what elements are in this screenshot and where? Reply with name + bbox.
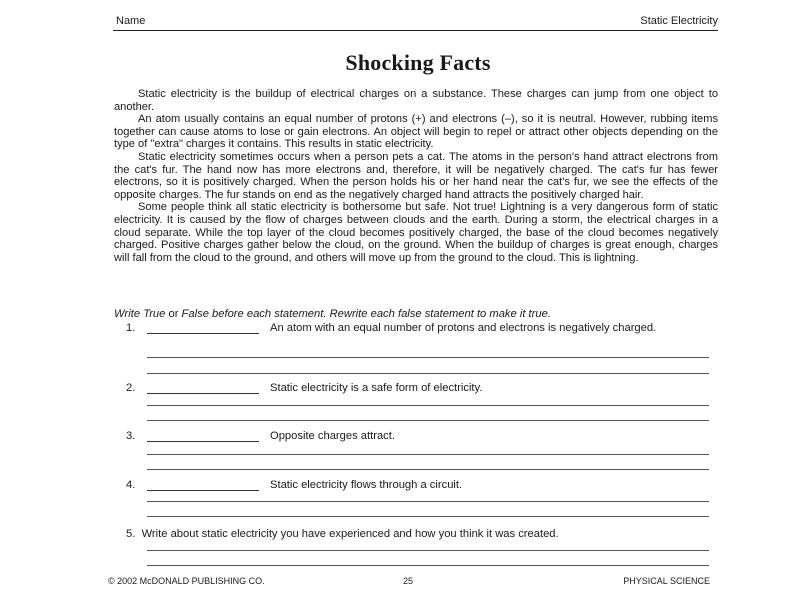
copyright-notice: © 2002 McDONALD PUBLISHING CO.: [108, 576, 265, 586]
name-label: Name: [116, 15, 146, 27]
answer-blank[interactable]: [147, 490, 259, 491]
question-text: Opposite charges attract.: [270, 430, 395, 442]
question-number: 5.: [126, 528, 136, 540]
question-number: 4.: [126, 479, 136, 491]
answer-blank[interactable]: [147, 333, 259, 334]
instructions-part: before each statement. Rewrite each false statement to make it true.: [212, 308, 551, 320]
rewrite-line[interactable]: [147, 454, 709, 455]
answer-blank[interactable]: [147, 441, 259, 442]
question-text: Static electricity is a safe form of electricity.: [270, 382, 483, 394]
question-number: 2.: [126, 382, 136, 394]
instructions-part: Write True: [114, 308, 169, 320]
rewrite-line[interactable]: [147, 516, 709, 517]
paragraph: Some people think all static electricity is bothersome but safe. Not true! Lightning is a very dangerous form of static electricity. It is caused by the flow of charges between clouds and the earth. During a storm, the electrical charges in a cloud separate. While the top layer of the cloud becomes positively charged, the base of the cloud becomes negatively charged. Positive charges gather below the cloud, on the ground. When the buildup of charges is great enough, charges will fall from the cloud to the ground, and others will move up from the ground to the cloud. This is lightning.: [114, 201, 718, 264]
open-question: [126, 528, 726, 540]
question-text: Write about static electricity you have experienced and how you think it was created.: [141, 528, 559, 540]
instructions-part: False: [178, 308, 213, 320]
paragraph: An atom usually contains an equal number of protons (+) and electrons (–), so it is neutral. However, rubbing items together can cause atoms to lose or gain electrons. An object will begin to repel or attract other objects depending on the type of "extra" charges it contains. This results in static electricity.: [114, 113, 718, 151]
rewrite-line[interactable]: [147, 420, 709, 421]
instructions-part: or: [168, 308, 179, 320]
paragraph: Static electricity is the buildup of electrical charges on a substance. These charges can jump from one object to another.: [114, 88, 718, 113]
paragraph: Static electricity sometimes occurs when a person pets a cat. The atoms in the person's hand attract electrons from the cat's fur. The hand now has more electrons and, therefore, it will be negatively charged. The cat's fur has fewer electrons, so it is positively charged. When the person holds his or her hand near the cat's fur, we see the effects of the opposite charges. The fur stands on end as the negatively charged hand attracts the positively charged hair.: [114, 150, 718, 201]
subject-label: PHYSICAL SCIENCE: [623, 576, 710, 586]
rewrite-line[interactable]: [147, 501, 709, 502]
rewrite-line[interactable]: [147, 469, 709, 470]
answer-blank[interactable]: [147, 393, 259, 394]
header-rule: [113, 30, 718, 31]
rewrite-line[interactable]: [147, 357, 709, 358]
response-line[interactable]: [147, 565, 709, 566]
rewrite-line[interactable]: [147, 373, 709, 374]
question-text: Static electricity flows through a circuit.: [270, 479, 463, 491]
page-title: Shocking Facts: [345, 50, 491, 75]
response-line[interactable]: [147, 550, 709, 551]
question-number: 3.: [126, 430, 136, 442]
question-text: An atom with an equal number of protons and electrons is negatively charged.: [270, 322, 657, 334]
topic-label: Static Electricity: [640, 15, 718, 27]
instructions: [114, 308, 724, 320]
page-number: 25: [403, 576, 414, 586]
reading-passage: [114, 88, 718, 264]
question-number: 1.: [126, 322, 136, 334]
rewrite-line[interactable]: [147, 405, 709, 406]
